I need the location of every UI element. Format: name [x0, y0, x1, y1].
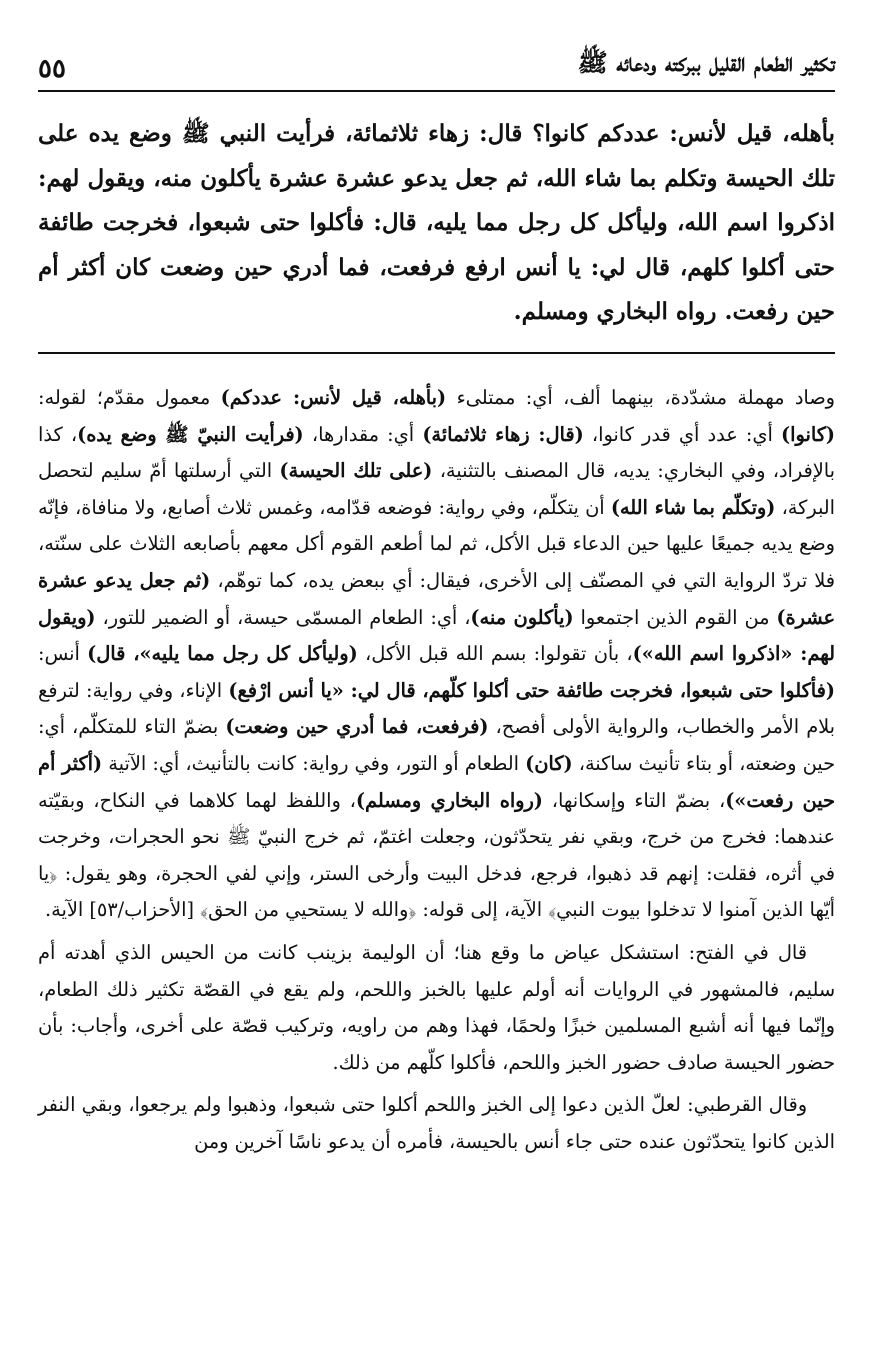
- commentary-text: أي: عدد أي قدر كانوا،: [583, 422, 782, 446]
- page-number: ٥٥: [38, 54, 66, 84]
- commentary-paragraph: [38, 380, 835, 929]
- commentary-text: من القوم الذين اجتمعوا: [573, 605, 777, 629]
- running-header: [38, 36, 835, 92]
- commentary-paragraph: [38, 1087, 835, 1160]
- quoted-hadith-text: (ويقول لهم: «اذكروا اسم الله»): [38, 605, 835, 666]
- quoted-hadith-text: (وتكلّم بما شاء الله): [610, 495, 776, 519]
- commentary-text: قال في الفتح: استشكل عياض ما وقع هنا؛ أن الوليمة بزينب كانت من الحيس الذي أهدته أم سليم، فالمشهور في الروايات أنه أولم عليها بالخبز واللحم، ولم يقع في القصّة تكثير ذلك الطعام، وإنّما فيها أنه أشبع المسلمين خبزًا ولحمًا، فهذا وهم من راويه، وتركيب قصّة على أخرى، وأجاب: بأن حضور الحيسة صادف حضور الخبز واللحم، فأكلوا كلّهم من ذلك.: [38, 940, 835, 1074]
- quoted-hadith-text: (فرأيت النبيّ ﷺ وضع يده): [77, 422, 304, 446]
- quoted-hadith-text: (فأكلوا حتى شبعوا، فخرجت طائفة حتى أكلوا كلّهم، قال لي: «يا أنس ارْفع): [228, 678, 835, 702]
- commentary-text: ، أي: الطعام المسمّى حيسة، أو الضمير للتور،: [95, 605, 471, 629]
- commentary-paragraph: [38, 935, 835, 1081]
- quoted-hadith-text: (أكثر أم حين رفعت»): [38, 751, 835, 812]
- commentary-text: بضمّ التاء للمتكلّم، أي: حين وضعته، أو بتاء تأنيث ساكنة،: [38, 715, 836, 775]
- quoted-hadith-text: (كان): [525, 751, 573, 775]
- section-divider: [38, 352, 835, 354]
- quoted-hadith-text: (على تلك الحيسة): [279, 459, 433, 483]
- commentary-text: الإناء، وفي رواية: لترفع بلام الأمر والخطاب، والرواية الأولى أفصح،: [38, 678, 835, 739]
- commentary-text: وقال القرطبي: لعلّ الذين دعوا إلى الخبز واللحم أكلوا حتى شبعوا، وذهبوا ولم يرجعوا، وبقي النفر الذين كانوا يتحدّثون عنده حتى جاء أنس بالحيسة، فأمره أن يدعو ناسًا آخرين ومن: [38, 1093, 835, 1153]
- quoted-hadith-text: (قال: زهاء ثلاثمائة): [422, 422, 584, 446]
- commentary-text: الطعام أو التور، وفي رواية: كانت بالتأنيث، أي: الآتية: [102, 751, 526, 775]
- quoted-hadith-text: (رواه البخاري ومسلم): [355, 788, 543, 812]
- quoted-hadith-text: (ثم جعل يدعو عشرة عشرة): [38, 568, 835, 629]
- commentary-text: التي أرسلتها أمّ سليم لتحصل البركة،: [38, 459, 835, 519]
- commentary-text: وصاد مهملة مشدّدة، بينهما ألف، أي: ممتلىء: [446, 386, 835, 409]
- commentary-text: أنس:: [38, 642, 88, 666]
- commentary-text: ، بأن تقولوا: بسم الله قبل الأكل،: [357, 642, 633, 666]
- commentary-text: أي: مقدارها،: [303, 422, 423, 446]
- quoted-hadith-text: (بأهله، قيل لأنس: عددكم): [220, 386, 447, 409]
- commentary: [38, 380, 835, 1160]
- commentary-text: معمول مقدّم؛ لقوله:: [38, 386, 221, 409]
- quoted-hadith-text: (فرفعت، فما أدري حين وضعت): [225, 715, 489, 739]
- commentary-text: ، بضمّ التاء وإسكانها،: [542, 788, 726, 812]
- commentary-text: ، كذا بالإفراد، وفي البخاري: يديه، قال المصنف بالتثنية،: [38, 422, 835, 483]
- hadith-text: بأهله، قيل لأنس: عددكم كانوا؟ قال: زهاء ثلاثمائة، فرأيت النبي ﷺ وضع يده على تلك الحيسة وتكلم بما شاء الله، ثم جعل يدعو عشرة عشرة يأكلون منه، ويقول لهم: اذكروا اسم الله، وليأكل كل رجل مما يليه، قال: فأكلوا حتى شبعوا، فخرجت طائفة حتى أكلوا كلهم، قال لي: يا أنس ارفع فرفعت، فما أدري حين وضعت كان أكثر أم حين رفعت. رواه البخاري ومسلم.: [38, 120, 835, 325]
- commentary-text: أن يتكلّم، وفي رواية: فوضعه قدّامه، وغمس ثلاث أصابع، ولا منافاة، فإنّه وضع يديه جميعًا عليها حين الدعاء قبل الأكل، ثم لما أطعم القوم أكل معهم بأصابعه الثلاث على سنّته، فلا تردّ الرواية التي في المصنّف إلى الأخرى، فيقال: أي ببعض يده، كما توهّم،: [38, 495, 835, 592]
- quoted-hadith-text: (يأكلون منه): [470, 605, 574, 629]
- quoted-hadith-text: (وليأكل كل رجل مما يليه»، قال): [87, 642, 358, 666]
- quoted-hadith-text: (كانوا): [781, 422, 836, 446]
- chapter-title: تكثير الطعام القليل ببركته ودعائه ﷺ: [577, 48, 835, 77]
- commentary-text: ، واللفظ لهما كلاهما في النكاح، وبقيّته عندهما: فخرج من خرج، وبقي نفر يتحدّثون، وجعلت اغتمّ، ثم خرج النبيّ ﷺ نحو الحجرات، وخرجت في أثره، فقلت: إنهم قد ذهبوا، فرجع، فدخل البيت وأرخى الستر، وإني لفي الحجرة، وهو يقول: ﴿يا أيّها الذين آمنوا لا تدخلوا بيوت النبي﴾ الآية، إلى قوله: ﴿والله لا يستحيي من الحق﴾ [الأحزاب/٥٣] الآية.: [38, 788, 835, 922]
